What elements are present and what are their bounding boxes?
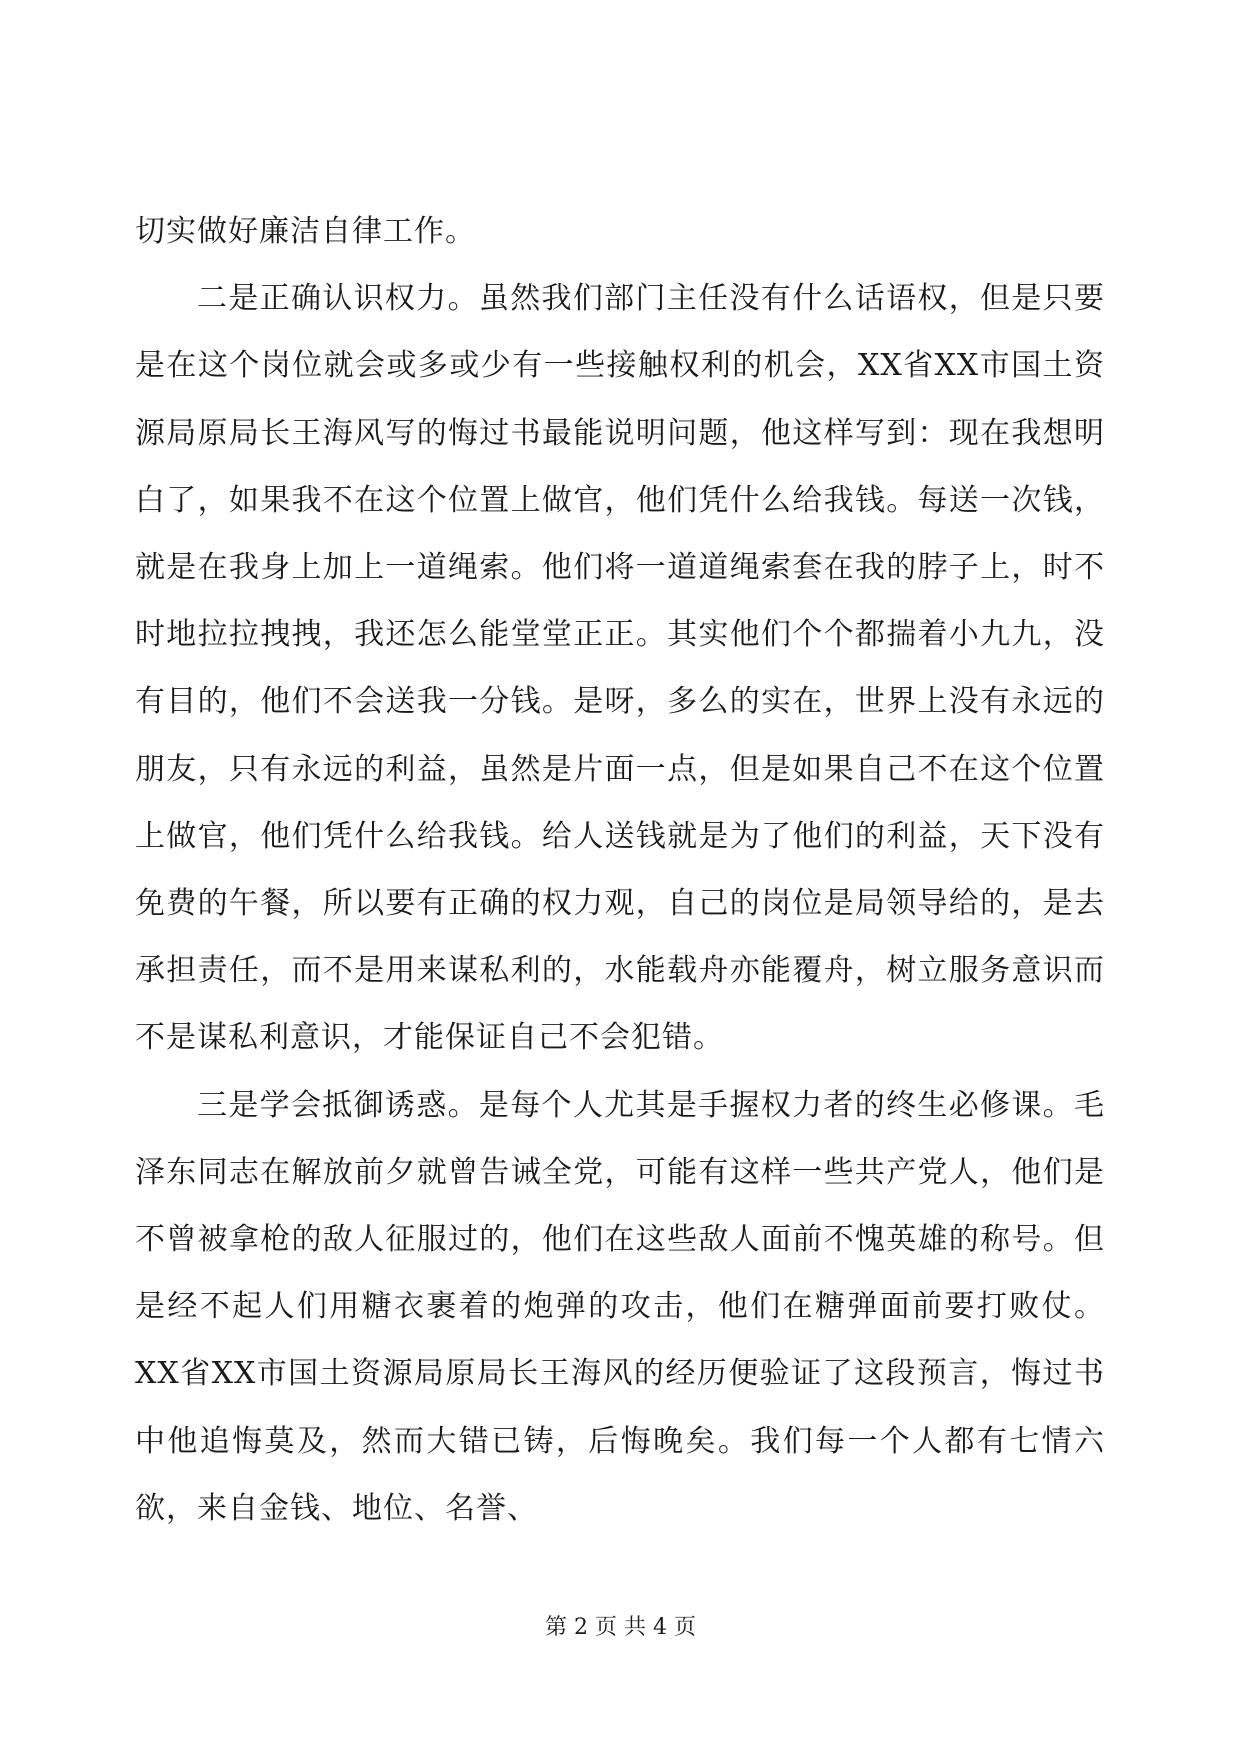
paragraph-resist-temptation: 三是学会抵御诱惑。是每个人尤其是手握权力者的终生必修课。毛泽东同志在解放前夕就曾告诫全党，可能有这样一些共产党人，他们是不曾被拿枪的敌人征服过的，他们在这些敌人面前不愧英雄的称号。但是经不起人们用糖衣裹着的炮弹的攻击，他们在糖弹面前要打败仗。XX省XX市国土资源局原局长王海风的经历便验证了这段预言，悔过书中他追悔莫及，然而大错已铸，后悔晚矣。我们每一个人都有七情六欲，来自金钱、地位、名誉、 (135, 1087, 1105, 1526)
page-number-footer: 第 2 页 共 4 页 (545, 1615, 696, 1640)
paragraph-continuation: 切实做好廉洁自律工作。 (135, 214, 476, 249)
paragraph-correct-view-of-power: 二是正确认识权力。虽然我们部门主任没有什么话语权，但是只要是在这个岗位就会或多或少有一些接触权利的机会，XX省XX市国土资源局原局长王海风写的悔过书最能说明问题，他这样写到：现在我想明白了，如果我不在这个位置上做官，他们凭什么给我钱。每送一次钱，就是在我身上加上一道绳索。他们将一道道绳索套在我的脖子上，时不时地拉拉拽拽，我还怎么能堂堂正正。其实他们个个都揣着小九九，没有目的，他们不会送我一分钱。是呀，多么的实在，世界上没有永远的朋友，只有永远的利益，虽然是片面一点，但是如果自己不在这个位置上做官，他们凭什么给我钱。给人送钱就是为了他们的利益，天下没有免费的午餐，所以要有正确的权力观，自己的岗位是局领导给的，是去承担责任，而不是用来谋私利的，水能载舟亦能覆舟，树立服务意识而不是谋私利意识，才能保证自己不会犯错。 (135, 281, 1105, 1056)
document-body (135, 198, 1105, 1542)
